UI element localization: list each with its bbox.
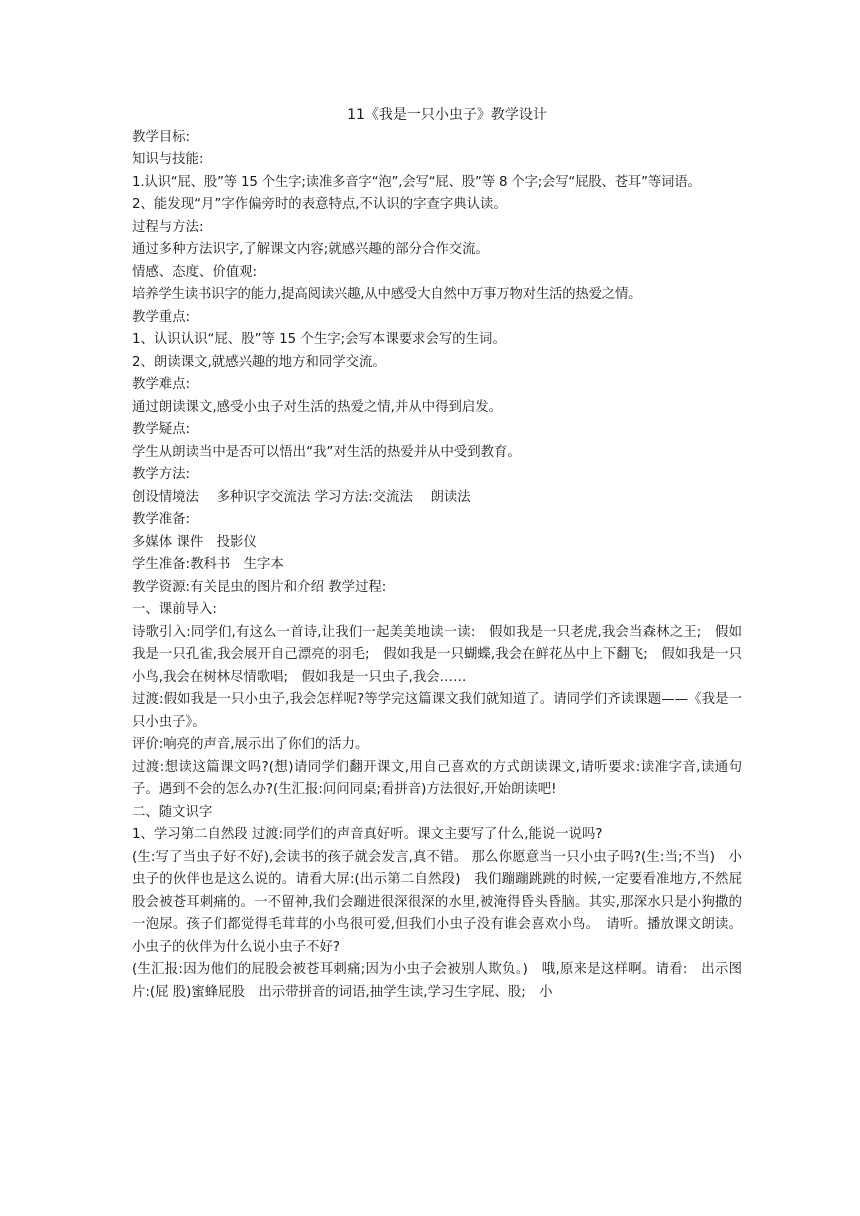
heading-process-method: 过程与方法: (132, 219, 204, 235)
paragraph-student-response: (生:写了当虫子好不好),会读书的孩子就会发言,真不错。 那么你愿意当一只小虫子吗?(生:当;不当) 小虫子的伙伴也是这么说的。请看大屏:(出示第二自然段) 我们蹦蹦跳跳的时候,一定要看准地方,不然屁股会被苍耳刺痛的。一不留神,我们会蹦进很深很深的水里,被淹得昏头昏脑。其实,那深水只是小狗撒的一泡尿。孩子们都觉得毛茸茸的小鸟很可爱,但我们小虫子没有谁会喜欢小鸟。 请听。播放课文朗读。小虫子的伙伴为什么说小虫子不好? (132, 849, 742, 955)
paragraph-study-section-2: 1、学习第二自然段 过渡:同学们的声音真好听。课文主要写了什么,能说一说吗? (132, 827, 603, 842)
document-title: 11《我是一只小虫子》教学设计 (347, 107, 547, 123)
paragraph-key-point-2: 2、朗读课文,就感兴趣的地方和同学交流。 (132, 354, 386, 370)
paragraph-goal-2: 2、能发现“月”字作偏旁时的表意特点,不认识的字查字典认读。 (132, 197, 507, 212)
paragraph-key-point-1: 1、认识认识“屁、股”等 15 个生字;会写本课要求会写的生词。 (132, 332, 506, 347)
heading-preparation: 教学准备: (132, 512, 191, 527)
paragraph-teaching-methods: 创设情境法 多种识字交流法 学习方法:交流法 朗读法 (132, 489, 471, 505)
paragraph-student-report: (生汇报:因为他们的屁股会被苍耳刺痛;因为小虫子会被别人欺负。) 哦,原来是这样啊。请看: 出示图片:(屁 股)蜜蜂屁股 出示带拼音的词语,抽学生读,学习生字屁、股; 小 (132, 962, 742, 1000)
paragraph-process-method: 通过多种方法识字,了解课文内容;就感兴趣的部分合作交流。 (132, 242, 489, 257)
paragraph-transition-2: 过渡:想读这篇课文吗?(想)请同学们翻开课文,用自己喜欢的方式朗读课文,请听要求:读准字音,读通句子。遇到不会的怎么办?(生汇报:问问同桌;看拼音)方法很好,开始朗读吧! (132, 759, 742, 797)
heading-teaching-goals: 教学目标: (132, 129, 191, 145)
paragraph-difficulties: 通过朗读课文,感受小虫子对生活的热爱之情,并从中得到启发。 (132, 399, 503, 415)
paragraph-transition-1: 过渡:假如我是一只小虫子,我会怎样呢?等学完这篇课文我们就知道了。请同学们齐读课题——《我是一只小虫子》。 (132, 692, 742, 730)
paragraph-goal-1: 1.认识“屁、股”等 15 个生字;读准多音字“泡”,会写“屁、股”等 8 个字;会写“屁股、苍耳”等词语。 (132, 174, 701, 190)
heading-key-points: 教学重点: (132, 309, 191, 325)
paragraph-emotion-attitude: 培养学生读书识字的能力,提高阅读兴趣,从中感受大自然中万事万物对生活的热爱之情。 (132, 287, 642, 302)
paragraph-poem-intro: 诗歌引入:同学们,有这么一首诗,让我们一起美美地读一读: 假如我是一只老虎,我会当森林之王; 假如我是一只孔雀,我会展开自己漂亮的羽毛; 假如我是一只蝴蝶,我会在鲜花丛中上下翻飞; 假如我是一只小鸟,我会在树林尽情歌唱; 假如我是一只虫子,我会…… (132, 624, 742, 685)
paragraph-student-preparation: 学生准备:教科书 生字本 (132, 557, 284, 572)
heading-difficulties: 教学难点: (132, 377, 191, 392)
paragraph-doubts: 学生从朗读当中是否可以悟出“我”对生活的热爱并从中受到教育。 (132, 444, 521, 460)
document-page (132, 104, 742, 1004)
paragraph-resources: 教学资源:有关昆虫的图片和介绍 教学过程: (132, 579, 387, 595)
heading-teaching-methods: 教学方法: (132, 467, 191, 482)
paragraph-evaluation: 评价:响亮的声音,展示出了你们的活力。 (132, 737, 369, 752)
heading-emotion-attitude: 情感、态度、价值观: (132, 264, 258, 280)
paragraph-preparation: 多媒体 课件 投影仪 (132, 534, 257, 550)
heading-knowledge-skills: 知识与技能: (132, 152, 204, 167)
heading-doubts: 教学疑点: (132, 422, 191, 437)
heading-literacy: 二、随文识字 (132, 804, 213, 820)
heading-introduction: 一、课前导入: (132, 602, 217, 617)
